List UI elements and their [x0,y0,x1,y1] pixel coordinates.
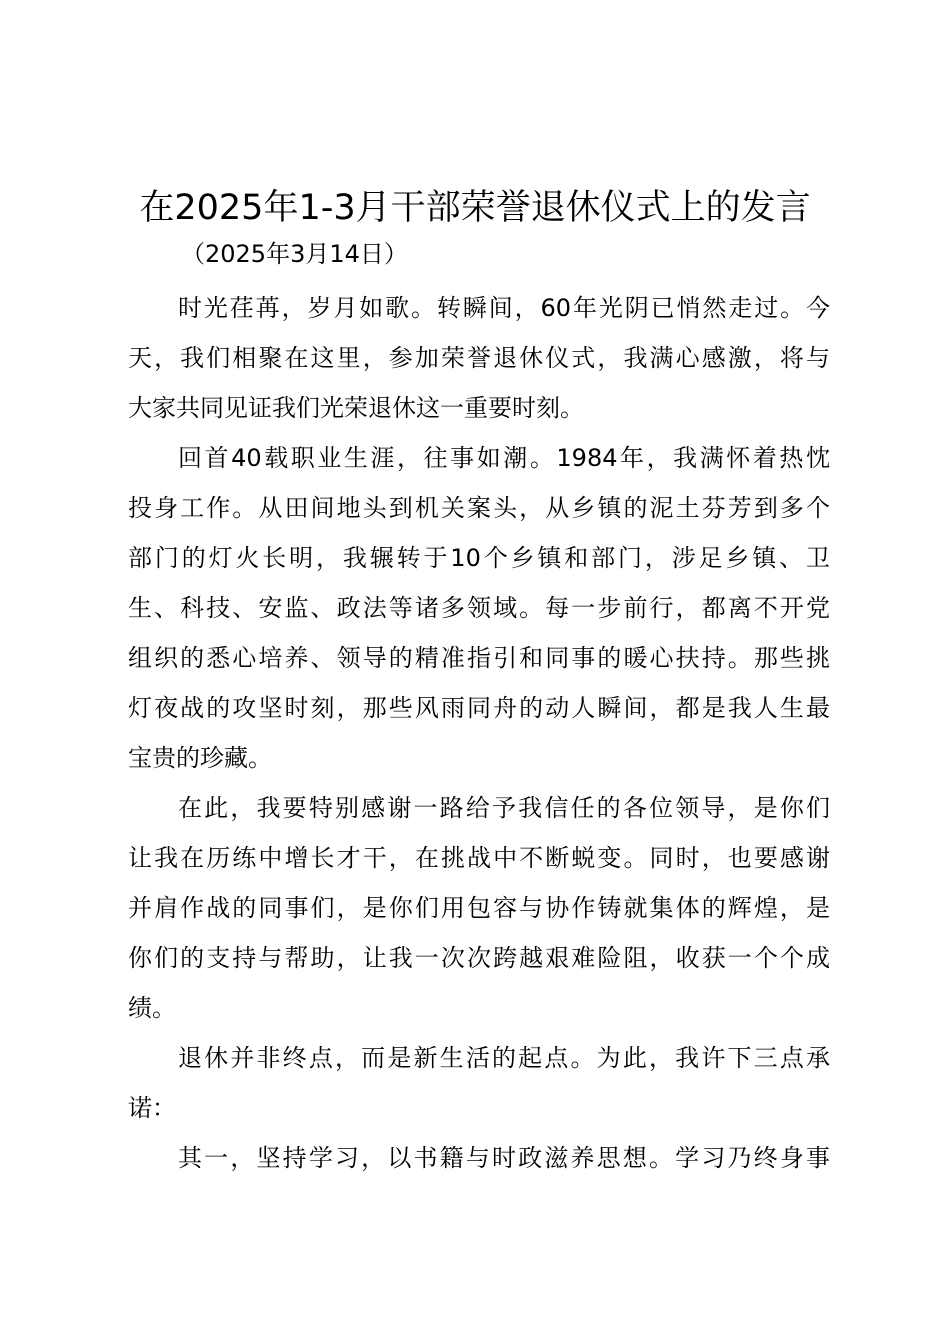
paragraph-line: 绩。 [128,994,176,1022]
paragraph-line: 诺： [128,1094,176,1122]
paragraph-3 [128,783,830,1033]
paragraph-line: 大家共同见证我们光荣退休这一重要时刻。 [128,394,584,422]
paragraph-line: 投身工作。从田间地头到机关案头，从乡镇的泥土芬芳到多个 [128,494,830,522]
paragraph-line: 你们的支持与帮助，让我一次次跨越艰难险阻，收获一个个成 [128,944,830,972]
paragraph-line: 在此，我要特别感谢一路给予我信任的各位领导，是你们 [178,794,830,822]
paragraph-line: 天，我们相聚在这里，参加荣誉退休仪式，我满心感激，将与 [128,344,830,372]
paragraph-1 [128,283,830,433]
paragraph-line: 部门的灯火长明，我辗转于10个乡镇和部门，涉足乡镇、卫 [128,544,830,572]
paragraph-5 [128,1133,830,1183]
paragraph-4 [128,1033,830,1133]
paragraph-2 [128,433,830,783]
document-date: （2025年3月14日） [181,240,408,268]
paragraph-line: 退休并非终点，而是新生活的起点。为此，我许下三点承 [178,1044,830,1072]
paragraph-line: 并肩作战的同事们，是你们用包容与协作铸就集体的辉煌，是 [128,894,830,922]
document-body [128,283,830,1183]
paragraph-line: 组织的悉心培养、领导的精准指引和同事的暖心扶持。那些挑 [128,644,830,672]
document-title: 在2025年1-3月干部荣誉退休仪式上的发言 [139,188,811,228]
paragraph-line: 时光荏苒，岁月如歌。转瞬间，60年光阴已悄然走过。今 [178,294,830,322]
paragraph-line: 灯夜战的攻坚时刻，那些风雨同舟的动人瞬间，都是我人生最 [128,694,830,722]
paragraph-line: 其一，坚持学习，以书籍与时政滋养思想。学习乃终身事 [178,1144,830,1172]
paragraph-line: 让我在历练中增长才干，在挑战中不断蜕变。同时，也要感谢 [128,844,830,872]
paragraph-line: 宝贵的珍藏。 [128,744,272,772]
paragraph-line: 回首40载职业生涯，往事如潮。1984年，我满怀着热忱 [178,444,830,472]
paragraph-line: 生、科技、安监、政法等诸多领域。每一步前行，都离不开党 [128,594,830,622]
